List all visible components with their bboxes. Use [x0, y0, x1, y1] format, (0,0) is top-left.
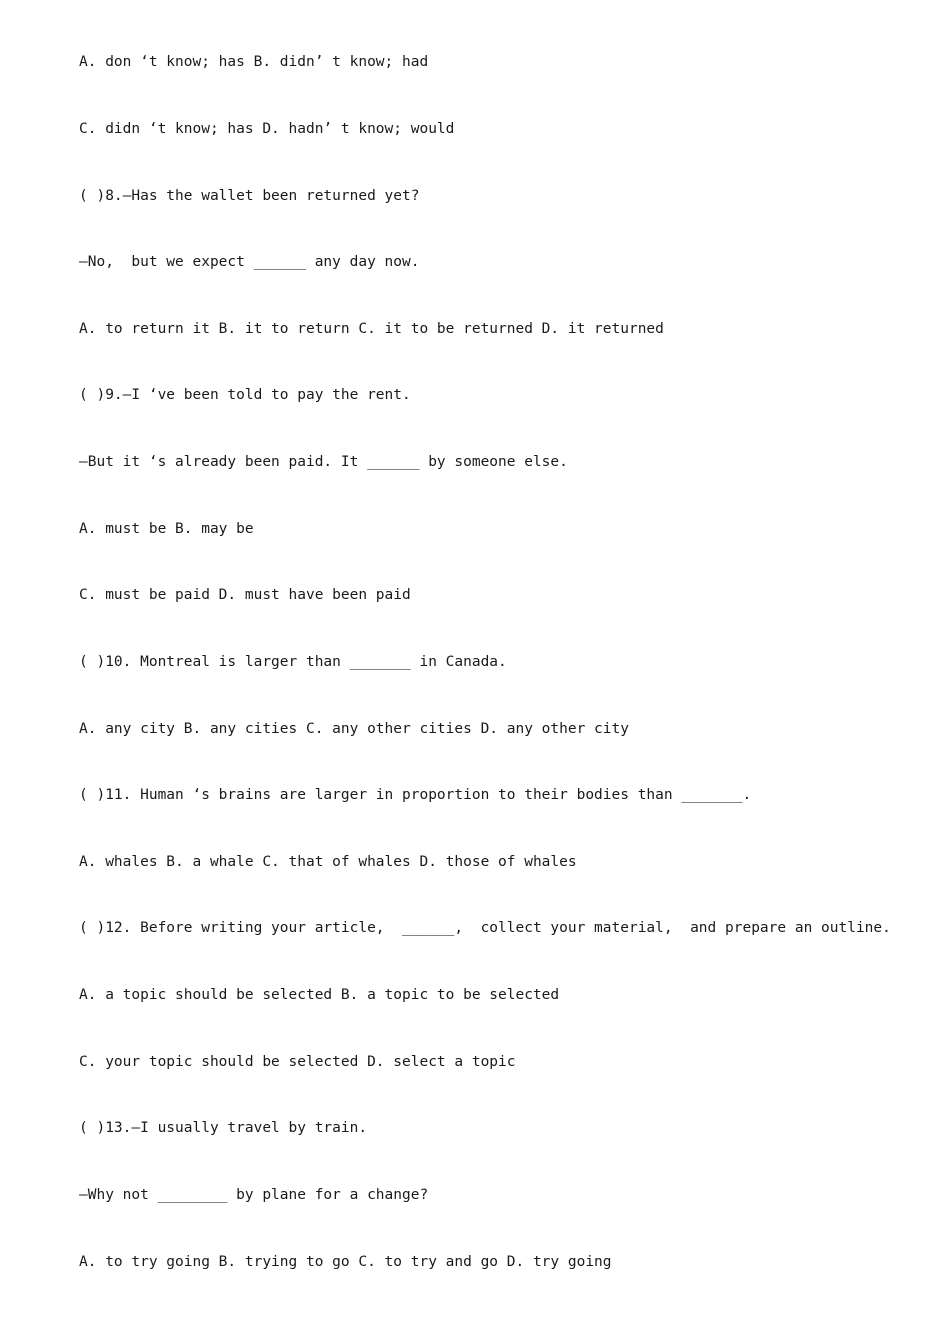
q9-response: —But it ‘s already been paid. It ______ by someone else.	[79, 454, 568, 470]
q8-response: —No, but we expect ______ any day now.	[79, 254, 420, 270]
q12-options-cd: C. your topic should be selected D. select a topic	[79, 1054, 516, 1070]
q10-question: ( )10. Montreal is larger than _______ in Canada.	[79, 654, 507, 670]
q12-question: ( )12. Before writing your article, ______, collect your material, and prepare an outline.	[79, 920, 891, 936]
q11-question: ( )11. Human ‘s brains are larger in proportion to their bodies than _______.	[79, 787, 752, 803]
q11-options: A. whales B. a whale C. that of whales D. those of whales	[79, 854, 577, 870]
q13-response: —Why not ________ by plane for a change?	[79, 1187, 429, 1203]
q10-options: A. any city B. any cities C. any other cities D. any other city	[79, 721, 629, 737]
q7-options-ab: A. don ‘t know; has B. didn’ t know; had	[79, 54, 429, 70]
q7-options-cd: C. didn ‘t know; has D. hadn’ t know; would	[79, 121, 455, 137]
q13-question: ( )13.—I usually travel by train.	[79, 1120, 368, 1136]
q9-question: ( )9.—I ‘ve been told to pay the rent.	[79, 387, 411, 403]
q9-options-cd: C. must be paid D. must have been paid	[79, 587, 411, 603]
q13-options: A. to try going B. trying to go C. to try and go D. try going	[79, 1254, 612, 1270]
q9-options-ab: A. must be B. may be	[79, 521, 254, 537]
q12-options-ab: A. a topic should be selected B. a topic to be selected	[79, 987, 560, 1003]
q8-options: A. to return it B. it to return C. it to be returned D. it returned	[79, 321, 664, 337]
q8-question: ( )8.—Has the wallet been returned yet?	[79, 188, 420, 204]
